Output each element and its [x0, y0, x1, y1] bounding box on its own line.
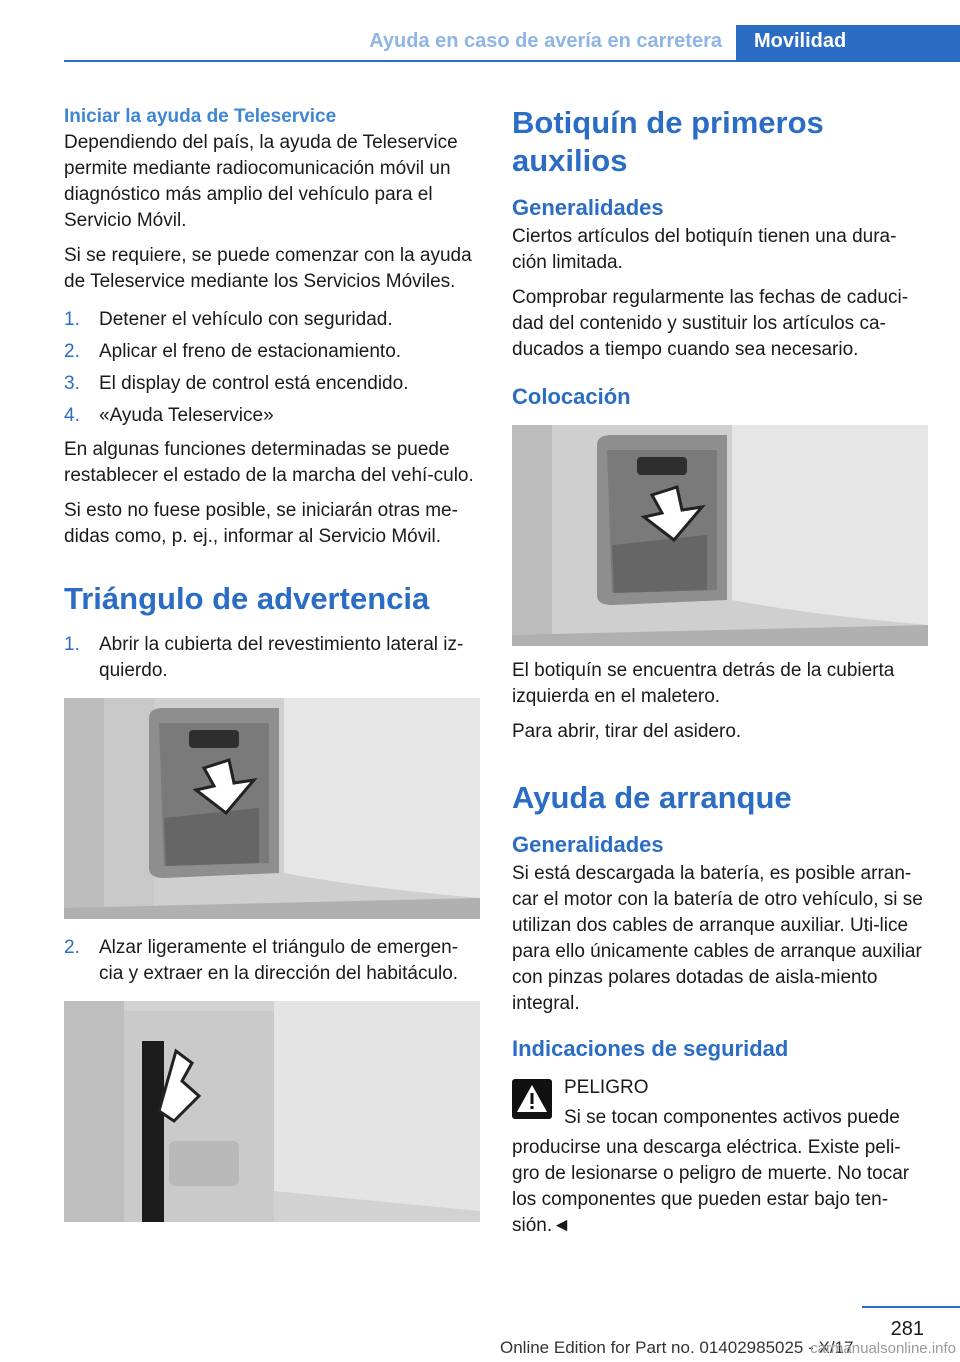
danger-warning — [512, 1075, 928, 1239]
watermark: carmanualsonline.info — [810, 1340, 956, 1357]
step-number: 2. — [64, 937, 80, 958]
teleservice-para-1: Dependiendo del país, la ayuda de Teleservice permite mediante radiocomunicación móvil un diagnóstico más amplio del vehículo para el Servicio Móvil. — [64, 132, 458, 231]
location-para-2: Para abrir, tirar del asidero. — [512, 721, 742, 742]
step-number: 3. — [64, 373, 80, 394]
location-para-1: El botiquín se encuentra detrás de la cubierta izquierda en el maletero. — [512, 660, 895, 707]
teleservice-para-3: En algunas funciones determinadas se puede restablecer el estado de la marcha del vehí‐culo. — [64, 439, 474, 486]
first-aid-heading: Botiquín de primeros auxilios — [512, 105, 824, 178]
header-section-title: Ayuda en caso de avería en carretera — [369, 30, 722, 52]
header-chapter-tab: Movilidad — [736, 25, 960, 62]
step-text: Aplicar el freno de estacionamiento. — [99, 341, 402, 362]
safety-heading: Indicaciones de seguridad — [512, 1036, 789, 1061]
step-text: Detener el vehículo con seguridad. — [99, 309, 393, 330]
step-number: 1. — [64, 634, 80, 655]
footer-rule — [862, 1306, 960, 1308]
page-number: 281 — [890, 1318, 924, 1340]
teleservice-heading: Iniciar la ayuda de Teleservice — [64, 106, 337, 127]
step-item — [64, 935, 480, 987]
step-number: 4. — [64, 405, 80, 426]
step-item — [64, 307, 480, 333]
warning-body: producirse una descarga eléctrica. Existe peli‐gro de lesionarse o peligro de muerte. No tocar los componentes que pueden estar bajo ten‐sión.◄ — [512, 1137, 910, 1236]
triangle-steps-1 — [64, 632, 480, 684]
first-aid-location-image — [512, 425, 928, 646]
edition-note: Online Edition for Part no. 01402985025 - X/17 — [500, 1338, 854, 1357]
first-aid-general-heading: Generalidades — [512, 195, 664, 220]
step-item — [64, 403, 480, 429]
step-number: 2. — [64, 341, 80, 362]
left-column — [64, 100, 480, 1222]
header-rule — [64, 60, 960, 62]
teleservice-para-4: Si esto no fuese posible, se iniciarán otras me‐didas como, p. ej., informar al Servicio Móvil. — [64, 500, 458, 547]
triangle-steps-2 — [64, 935, 480, 987]
first-aid-para-2: Comprobar regularmente las fechas de caduci‐dad del contenido y sustituir los artículos ca‐ducados a tiempo cuando sea necesario. — [512, 287, 909, 360]
step-item — [64, 339, 480, 365]
step-item — [64, 371, 480, 397]
jump-general-heading: Generalidades — [512, 832, 664, 857]
step-text: El display de control está encendido. — [99, 373, 409, 394]
step-text: Alzar ligeramente el triángulo de emergen‐cia y extraer en la dirección del habitáculo. — [99, 937, 459, 984]
jump-start-para: Si está descargada la batería, es posible arran‐car el motor con la batería de otro vehículo, si se utilizan dos cables de arranque auxiliar. Uti‐lice para ello únicamente cables de arranque auxiliar con pinzas polares dotadas de aisla‐miento integral. — [512, 863, 923, 1014]
warning-title: PELIGRO — [564, 1077, 649, 1098]
location-heading: Colocación — [512, 384, 631, 409]
step-number: 1. — [64, 309, 80, 330]
warning-line-1: Si se tocan componentes activos puede — [564, 1107, 900, 1128]
triangle-removal-image — [64, 1001, 480, 1222]
warning-triangle-icon — [512, 1079, 552, 1119]
page-header — [64, 0, 960, 62]
teleservice-para-2: Si se requiere, se puede comenzar con la ayuda de Teleservice mediante los Servicios Móviles. — [64, 245, 472, 292]
step-text: «Ayuda Teleservice» — [99, 405, 274, 426]
teleservice-steps — [64, 307, 480, 429]
first-aid-para-1: Ciertos artículos del botiquín tienen una dura‐ción limitada. — [512, 226, 897, 273]
right-column — [512, 104, 928, 1239]
step-item — [64, 632, 480, 684]
step-text: Abrir la cubierta del revestimiento lateral iz‐quierdo. — [99, 634, 464, 681]
trunk-side-panel-image — [64, 698, 480, 919]
warning-triangle-heading: Triángulo de advertencia — [64, 581, 430, 616]
jump-start-heading: Ayuda de arranque — [512, 780, 792, 815]
